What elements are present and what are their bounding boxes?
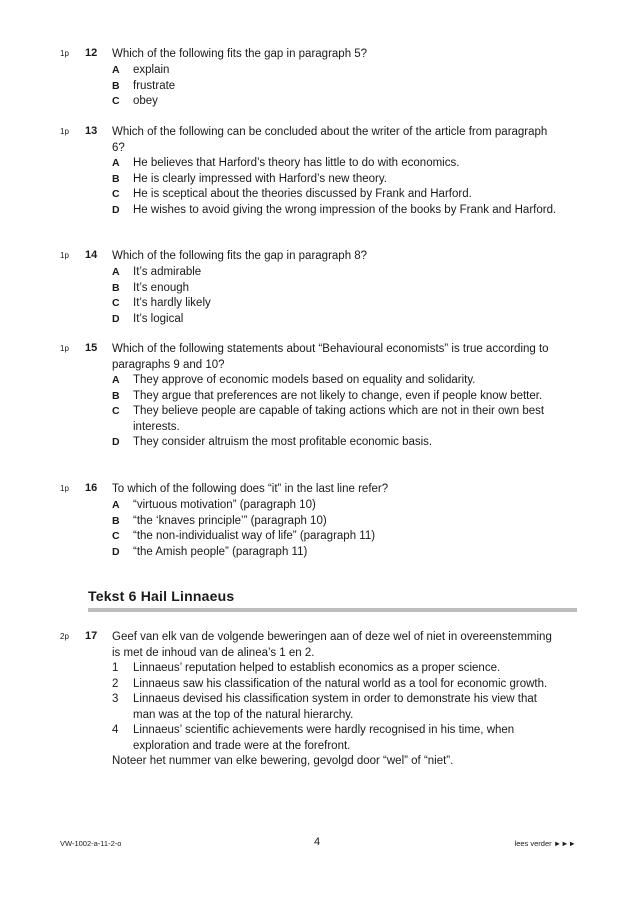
- option-letter: C: [112, 530, 120, 542]
- statement-number: 3: [112, 693, 119, 705]
- question-13: [0, 125, 636, 235]
- question-17: [0, 630, 636, 800]
- option-text: He is clearly impressed with Harford’s new theory.: [133, 172, 387, 185]
- question-points: 1p: [60, 49, 69, 58]
- question-number: 15: [85, 342, 98, 354]
- option-text: “the Amish people” (paragraph 11): [133, 545, 308, 558]
- question-number: 13: [85, 125, 98, 137]
- footer-continue-label: lees verder ►►►: [514, 839, 576, 848]
- answer-option-a: [112, 265, 562, 281]
- question-points: 2p: [60, 632, 69, 641]
- question-number: 16: [85, 482, 98, 494]
- option-letter: A: [112, 157, 120, 169]
- question-12: [0, 47, 636, 117]
- option-letter: C: [112, 95, 120, 107]
- question-points: 1p: [60, 344, 69, 353]
- question-number: 12: [85, 47, 98, 59]
- answer-option-d: [112, 312, 562, 328]
- option-letter: A: [112, 499, 120, 511]
- option-text: “the ‘knaves principle’” (paragraph 10): [133, 514, 327, 527]
- option-letter: C: [112, 405, 120, 417]
- option-letter: A: [112, 266, 120, 278]
- option-text: They consider altruism the most profitable economic basis.: [133, 436, 433, 448]
- question-points: 1p: [60, 127, 69, 136]
- question-instruction: Noteer het nummer van elke bewering, gevolgd door “wel” of “niet”.: [112, 755, 454, 767]
- answer-options: [112, 373, 562, 451]
- question-14: [0, 249, 636, 329]
- option-letter: B: [112, 389, 120, 402]
- answer-option-c: [112, 404, 562, 435]
- answer-option-d: [112, 203, 562, 219]
- option-text: It’s admirable: [133, 266, 202, 278]
- answer-option-d: [112, 545, 562, 561]
- statement-text: Linnaeus’ scientific achievements were hardly recognised in his time, when exploration and trade were at the forefront.: [133, 724, 515, 752]
- answer-option-c: [112, 296, 562, 312]
- question-stem: Geef van elk van de volgende beweringen aan of deze wel of niet in overeenstemming is met de inhoud van de alinea’s 1 en 2.: [112, 631, 552, 659]
- question-points: 1p: [60, 484, 69, 493]
- statement-list: [112, 661, 562, 770]
- option-text: frustrate: [133, 79, 176, 92]
- statement-1: [112, 661, 562, 677]
- option-letter: D: [112, 436, 120, 448]
- statement-text: Linnaeus saw his classification of the natural world as a tool for economic growth.: [133, 677, 548, 690]
- option-text: He is sceptical about the theories discussed by Frank and Harford.: [133, 188, 472, 200]
- statement-text: Linnaeus’ reputation helped to establish economics as a proper science.: [133, 662, 501, 674]
- statement-2: [112, 677, 562, 693]
- option-text: “the non-individualist way of life” (paragraph 11): [133, 530, 376, 542]
- answer-option-b: [112, 281, 562, 297]
- footer-exam-code: VW-1002-a-11-2-o: [60, 839, 122, 848]
- statement-3: [112, 692, 562, 723]
- option-letter: C: [112, 297, 120, 309]
- option-text: They believe people are capable of taking actions which are not in their own best interests.: [133, 405, 545, 433]
- section-title: Tekst 6 Hail Linnaeus: [88, 588, 235, 604]
- answer-option-a: [112, 498, 562, 514]
- question-15: [0, 342, 636, 472]
- option-text: It’s hardly likely: [133, 297, 211, 309]
- statement-number: 1: [112, 662, 119, 674]
- answer-option-a: [112, 373, 562, 389]
- answer-option-b: [112, 389, 562, 405]
- option-text: They argue that preferences are not likely to change, even if people know better.: [133, 389, 543, 402]
- answer-options: [112, 63, 562, 110]
- option-text: obey: [133, 95, 158, 107]
- option-letter: B: [112, 172, 120, 185]
- answer-option-a: [112, 156, 562, 172]
- answer-option-c: [112, 529, 562, 545]
- question-16: [0, 482, 636, 562]
- answer-option-b: [112, 172, 562, 188]
- answer-option-a: [112, 63, 562, 79]
- answer-options: [112, 156, 562, 218]
- question-stem: Which of the following statements about “Behavioural economists” is true according to paragraphs 9 and 10?: [112, 343, 549, 371]
- option-letter: C: [112, 188, 120, 200]
- option-letter: A: [112, 64, 120, 76]
- question-stem: To which of the following does “it” in the last line refer?: [112, 483, 389, 495]
- footer-page-number: 4: [314, 836, 321, 848]
- section-divider: [88, 608, 577, 612]
- option-letter: D: [112, 312, 120, 325]
- option-text: They approve of economic models based on equality and solidarity.: [133, 374, 476, 386]
- option-letter: B: [112, 514, 120, 527]
- option-text: It’s logical: [133, 312, 184, 325]
- option-letter: B: [112, 79, 120, 92]
- question-points: 1p: [60, 251, 69, 260]
- answer-option-c: [112, 187, 562, 203]
- question-stem: Which of the following fits the gap in paragraph 8?: [112, 250, 368, 262]
- statement-4: [112, 723, 562, 754]
- question-stem: Which of the following fits the gap in paragraph 5?: [112, 48, 368, 60]
- option-letter: A: [112, 374, 120, 386]
- statement-number: 4: [112, 724, 119, 736]
- option-text: “virtuous motivation” (paragraph 10): [133, 499, 316, 511]
- answer-options: [112, 498, 562, 560]
- question-number: 17: [85, 630, 98, 642]
- statement-number: 2: [112, 677, 119, 690]
- option-text: explain: [133, 64, 170, 76]
- answer-option-b: [112, 79, 562, 95]
- option-letter: B: [112, 281, 120, 294]
- option-letter: D: [112, 203, 120, 216]
- question-number: 14: [85, 249, 98, 261]
- answer-option-c: [112, 94, 562, 110]
- answer-options: [112, 265, 562, 327]
- statement-text: Linnaeus devised his classification system in order to demonstrate his view that man was at the top of the natural hierarchy.: [133, 693, 537, 721]
- option-text: It’s enough: [133, 281, 190, 294]
- option-text: He wishes to avoid giving the wrong impression of the books by Frank and Harford.: [133, 203, 557, 216]
- question-stem: Which of the following can be concluded about the writer of the article from paragraph 6?: [112, 126, 548, 154]
- option-letter: D: [112, 545, 120, 558]
- answer-option-b: [112, 514, 562, 530]
- option-text: He believes that Harford’s theory has little to do with economics.: [133, 157, 460, 169]
- answer-option-d: [112, 435, 562, 451]
